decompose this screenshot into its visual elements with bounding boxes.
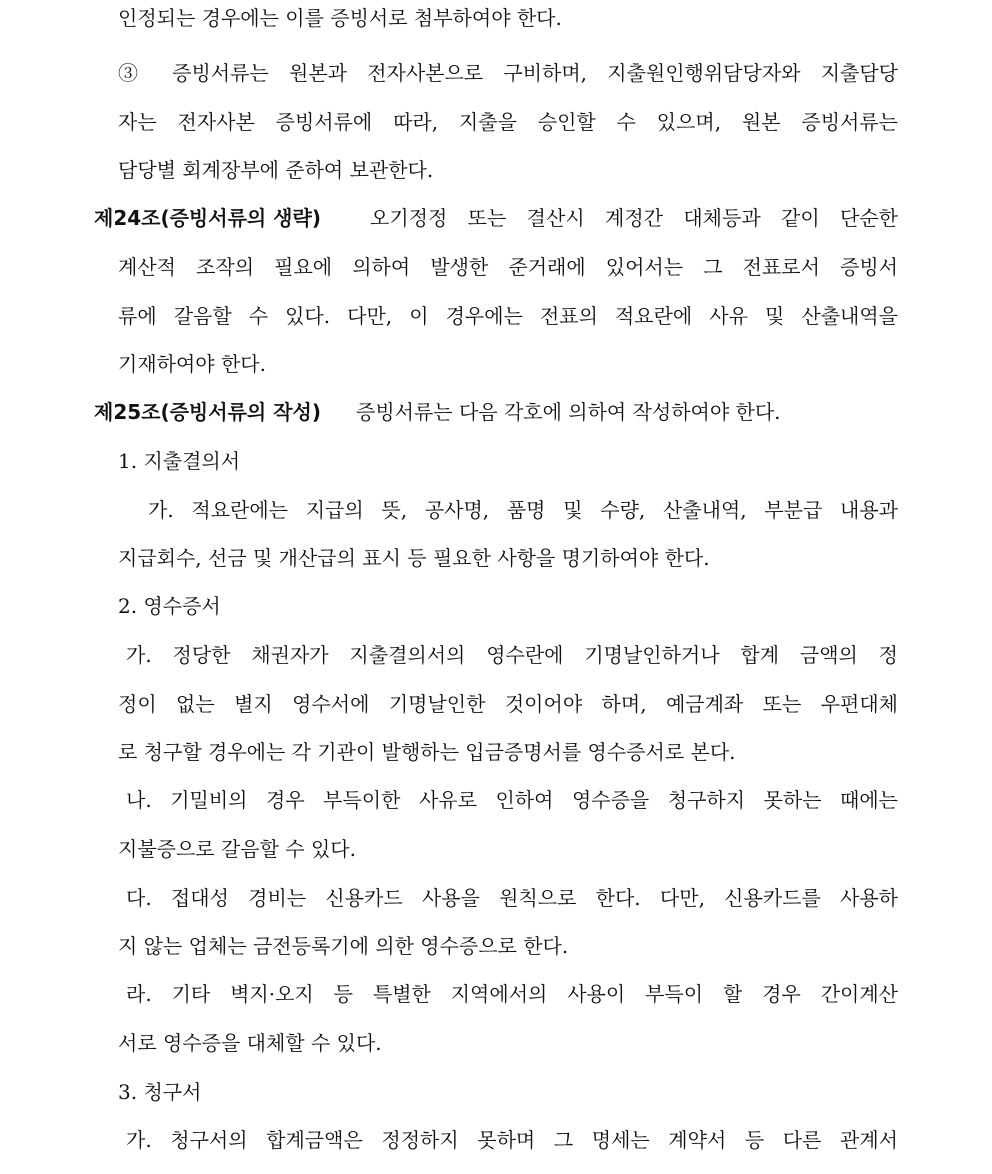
- text-line-content: 2. 영수증서: [118, 594, 221, 618]
- text-line-content: 지 않는 업체는 금전등록기에 의한 영수증으로 한다.: [118, 934, 569, 958]
- article-25-heading: 제25조(증빙서류의 작성): [94, 400, 321, 424]
- text-line: [0, 880, 992, 916]
- text-line-content: ③ 증빙서류는 원본과 전자사본으로 구비하며, 지출원인행위담당자와 지출담당: [118, 61, 898, 85]
- text-line-content: 로 청구할 경우에는 각 기관이 발행하는 입금증명서를 영수증서로 본다.: [118, 740, 736, 764]
- text-line-content: 가. 적요란에는 지급의 뜻, 공사명, 품명 및 수량, 산출내역, 부분급 내용과: [148, 498, 898, 522]
- text-line-content: 계산적 조작의 필요에 의하여 발생한 준거래에 있어서는 그 전표로서 증빙서: [118, 255, 898, 279]
- text-line-content: 오기정정 또는 결산시 계정간 대체등과 같이 단순한: [370, 206, 898, 230]
- text-line: [0, 443, 992, 479]
- text-line-content: 지급회수, 선금 및 개산급의 표시 등 필요한 사항을 명기하여야 한다.: [118, 546, 710, 570]
- text-line: [0, 249, 992, 285]
- article-25-line: [0, 394, 992, 430]
- text-line: [0, 540, 992, 576]
- article-24-heading: 제24조(증빙서류의 생략): [94, 206, 321, 230]
- text-line: [0, 1122, 992, 1158]
- text-line-content: 류에 갈음할 수 있다. 다만, 이 경우에는 전표의 적요란에 사유 및 산출내역을: [118, 304, 898, 328]
- text-line-content: 인정되는 경우에는 이를 증빙서로 첨부하여야 한다.: [118, 6, 562, 30]
- text-line-content: 증빙서류는 다음 각호에 의하여 작성하여야 한다.: [356, 400, 781, 424]
- text-line: [0, 686, 992, 722]
- text-line: [0, 152, 992, 188]
- text-line: [0, 928, 992, 964]
- text-line: [0, 782, 992, 818]
- text-line-content: 담당별 회계장부에 준하여 보관한다.: [118, 158, 434, 182]
- text-line-content: 1. 지출결의서: [118, 449, 241, 473]
- text-line: [0, 734, 992, 770]
- text-line-content: 가. 정당한 채권자가 지출결의서의 영수란에 기명날인하거나 합계 금액의 정: [126, 643, 898, 667]
- text-line-content: 서로 영수증을 대체할 수 있다.: [118, 1031, 382, 1055]
- text-line-content: 라. 기타 벽지·오지 등 특별한 지역에서의 사용이 부득이 할 경우 간이계산: [126, 982, 898, 1006]
- text-line-content: 지불증으로 갈음할 수 있다.: [118, 837, 356, 861]
- text-line-content: 다. 접대성 경비는 신용카드 사용을 원칙으로 한다. 다만, 신용카드를 사용하: [126, 886, 898, 910]
- text-line: [0, 298, 992, 334]
- text-line: [0, 637, 992, 673]
- text-line: [0, 1074, 992, 1110]
- text-line-content: 자는 전자사본 증빙서류에 따라, 지출을 승인할 수 있으며, 원본 증빙서류는: [118, 110, 898, 134]
- text-line: [0, 55, 992, 91]
- text-line: [0, 831, 992, 867]
- text-line-content: 3. 청구서: [118, 1080, 202, 1104]
- text-line: [0, 0, 992, 36]
- text-line: [0, 1025, 992, 1061]
- text-line-content: 나. 기밀비의 경우 부득이한 사유로 인하여 영수증을 청구하지 못하는 때에는: [126, 788, 898, 812]
- text-line: [0, 104, 992, 140]
- text-line-content: 기재하여야 한다.: [118, 352, 266, 376]
- text-line-content: 가. 청구서의 합계금액은 정정하지 못하며 그 명세는 계약서 등 다른 관계서: [126, 1128, 898, 1152]
- text-line: [0, 492, 992, 528]
- article-24-line: [0, 200, 992, 236]
- text-line-content: 정이 없는 별지 영수서에 기명날인한 것이어야 하며, 예금계좌 또는 우편대체: [118, 692, 898, 716]
- text-line: [0, 346, 992, 382]
- text-line: [0, 976, 992, 1012]
- text-line: [0, 588, 992, 624]
